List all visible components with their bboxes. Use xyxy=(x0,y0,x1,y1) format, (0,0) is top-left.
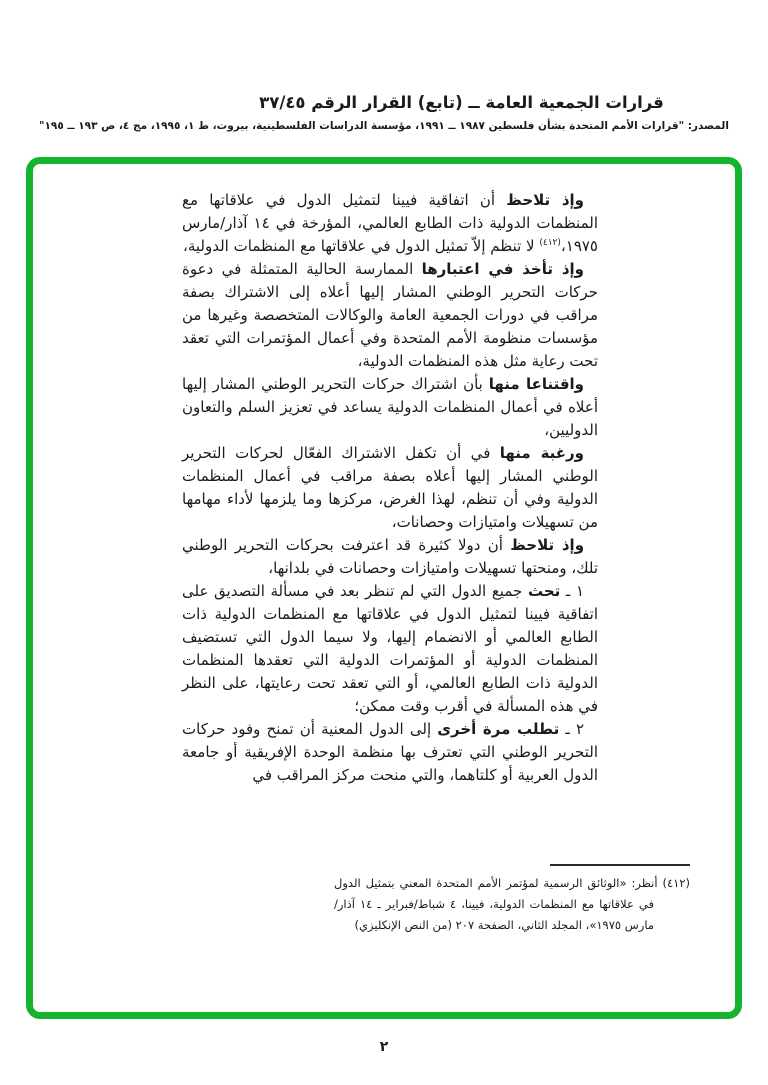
paragraph-text: أن اتفاقية فيينا لتمثيل الدول في علاقاتها مع المنظمات الدولية ذات الطابع العالمي، المؤرخة في ١٤ آذار/مارس ١٩٧٥، xyxy=(182,191,598,255)
paragraph-text: إلى الدول المعنية أن تمنح وفود حركات التحرير الوطني التي تعترف بها منظمة الوحدة الإفريقية أو جامعة الدول العربية أو كلتاهما، والتي منحت مركز المراقب في xyxy=(182,720,598,784)
paragraph-text: في أن تكفل الاشتراك الفعّال لحركات التحرير الوطني المشار إليها أعلاه بصفة مراقب في أعمال المنظمات الدولية وفي أن تنظم، لهذا الغرض، مركزها وما يلزمها لأداء مهامها من تسهيلات وامتيازات وحصانات، xyxy=(182,444,598,531)
page-number: ٢ xyxy=(379,1039,389,1055)
operative-paragraph-1 xyxy=(182,580,598,718)
paragraph-lead: وإذ تلاحظ xyxy=(506,191,585,209)
highlight-border-box xyxy=(26,157,742,1019)
paragraph-lead: تطلب مرة أخرى xyxy=(437,720,560,738)
paragraph-text: أن دولا كثيرة قد اعترفت بحركات التحرير الوطني تلك، ومنحتها تسهيلات وامتيازات وحصانات في بلدانها، xyxy=(182,536,598,577)
paragraph-text: جميع الدول التي لم تنظر بعد في مسألة التصديق على اتفاقية فيينا لتمثيل الدول في علاقاتها مع المنظمات الدولية ذات الطابع العالمي أو الانضمام إليها، ولا سيما الدول التي تستضيف المنظمات الدولية أو المؤتمرات الدولية التي تعقدها المنظمات الدولية ذات الطابع العالمي، أو التي تعقد تحت رعايتها، على النظر في هذه المسألة في أقرب وقت ممكن؛ xyxy=(182,582,598,715)
paragraph-lead: وإذ تلاحظ xyxy=(510,536,585,554)
resolution-body-text xyxy=(182,189,598,787)
operative-paragraph-2 xyxy=(182,718,598,787)
footnote-text: (٤١٢) أنظر: «الوثائق الرسمية لمؤتمر الأمم المتحدة المعني بتمثيل الدول في علاقاتها مع المنظمات الدولية، فيينا، ٤ شباط/فبراير ـ ١٤ آذار/مارس ١٩٧٥»، المجلد الثاني، الصفحة ٢٠٧ (من النص الإنكليزي) xyxy=(334,876,690,932)
item-number: ٢ ـ xyxy=(559,720,584,738)
source-citation: المصدر: "قرارات الأمم المتحدة بشأن فلسطين ١٩٨٧ ــ ١٩٩١، مؤسسة الدراسات الفلسطينية، بيروت، ط ١، ١٩٩٥، مج ٤، ص ١٩٣ ــ ١٩٥" xyxy=(39,120,729,132)
footnote-block xyxy=(334,864,690,936)
paragraph-lead: واقتناعا منها xyxy=(488,375,584,393)
preamble-paragraph xyxy=(182,534,598,580)
paragraph-text: بأن اشتراك حركات التحرير الوطني المشار إليها أعلاه في أعمال المنظمات الدولية يساعد في تعزيز السلم والتعاون الدوليين، xyxy=(182,375,598,439)
preamble-paragraph xyxy=(182,189,598,258)
page-title: قرارات الجمعية العامة ــ (تابع) القرار الرقم ٣٧/٤٥ xyxy=(259,93,664,112)
paragraph-text: لا تنظم إلاّ تمثيل الدول في علاقاتها مع المنظمات الدولية، xyxy=(182,237,540,255)
item-number: ١ ـ xyxy=(560,582,585,600)
paragraph-lead: تحث xyxy=(527,582,561,600)
preamble-paragraph xyxy=(182,442,598,534)
footnote-reference: (٤١٢) xyxy=(539,238,561,248)
footnote-separator-rule xyxy=(550,864,690,866)
preamble-paragraph xyxy=(182,258,598,373)
paragraph-lead: وإذ تأخذ في اعتبارها xyxy=(421,260,584,278)
preamble-paragraph xyxy=(182,373,598,442)
paragraph-lead: ورغبة منها xyxy=(499,444,584,462)
paragraph-text: الممارسة الحالية المتمثلة في دعوة حركات التحرير الوطني المشار إليها أعلاه إلى الاشتراك بصفة مراقب في دورات الجمعية العامة والوكالات المتخصصة وغيرها من مؤسسات منظومة الأمم المتحدة وفي أعمال المؤتمرات التي تعقد تحت رعاية مثل هذه المنظمات الدولية، xyxy=(182,260,598,370)
